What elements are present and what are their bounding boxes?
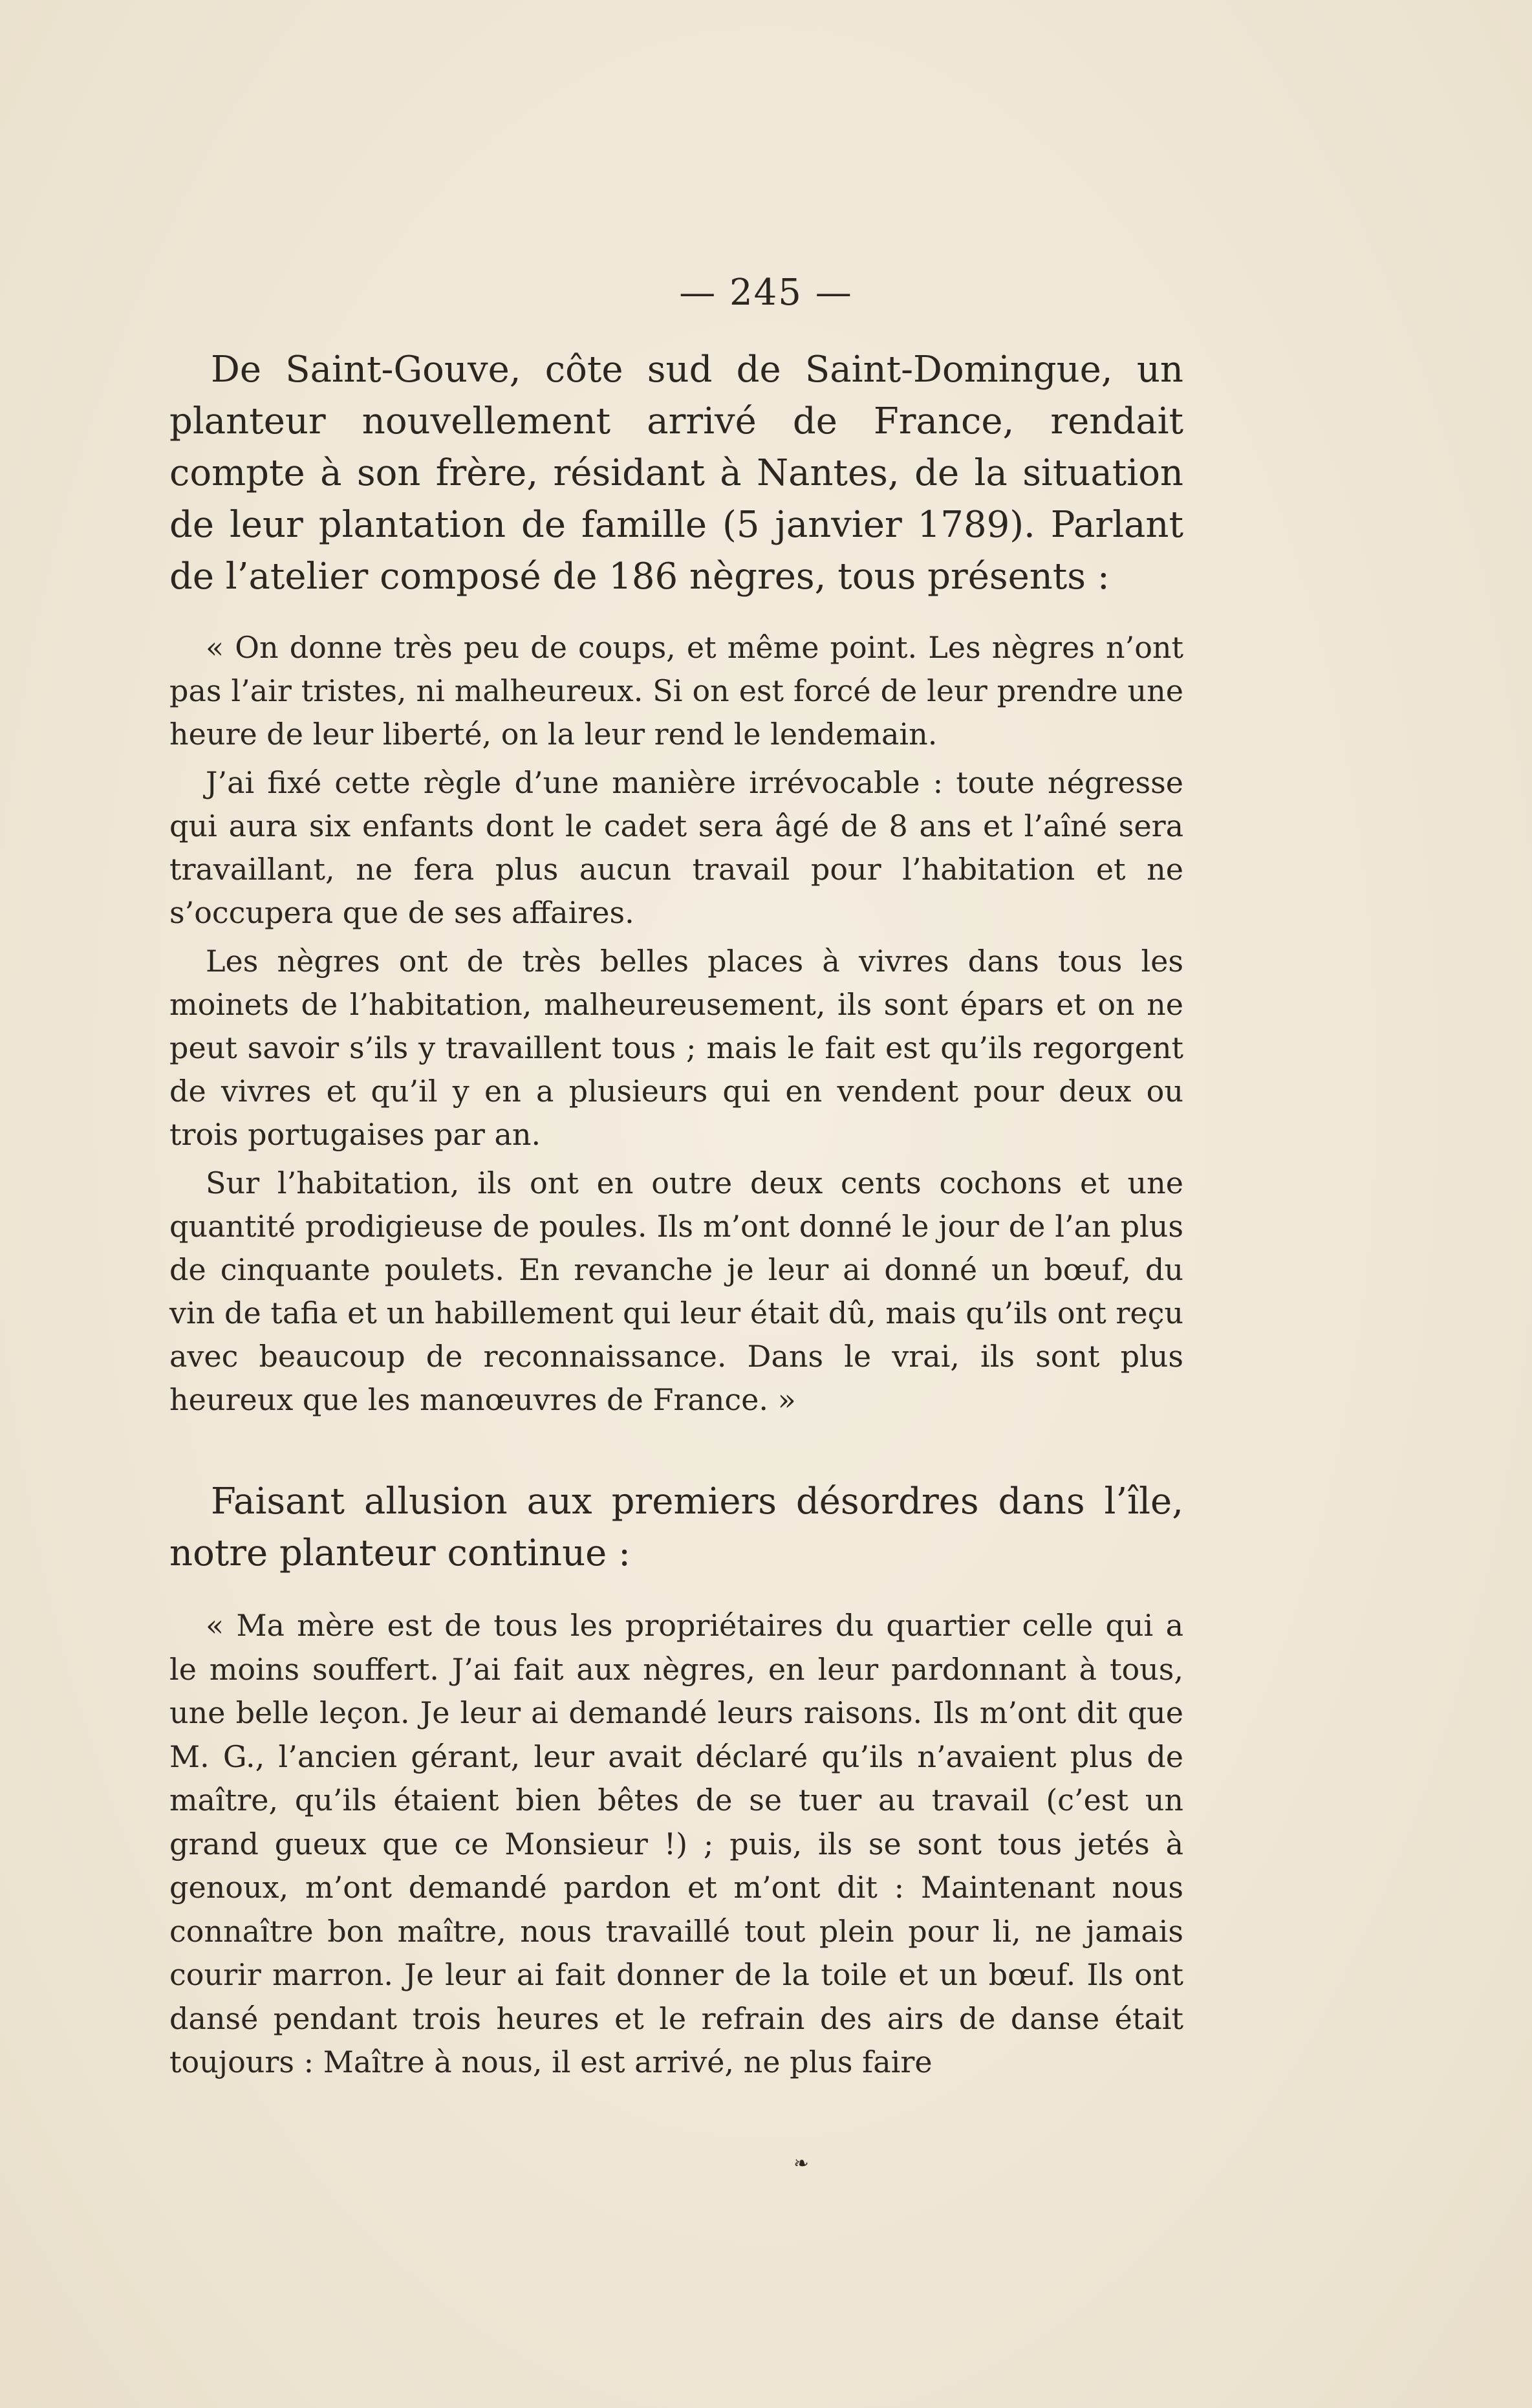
signature-mark-icon: ❧ xyxy=(793,2153,809,2174)
transition-paragraph: Faisant allusion aux premiers désordres dans l’île, notre planteur continue : xyxy=(169,1481,1183,1574)
quote-paragraph: « On donne très peu de coups, et même point. Les nègres n’ont pas l’air tristes, ni malheureux. Si on est forcé de leur prendre une heure de leur liberté, on la leur rend le lendemain. xyxy=(169,630,1183,752)
quote-paragraph: J’ai fixé cette règle d’une manière irrévocable : toute négresse qui aura six enfants dont le cadet sera âgé de 8 ans et l’aîné sera travaillant, ne fera plus aucun travail pour l’habitation et ne s’occupera que de ses affaires. xyxy=(169,765,1183,930)
quote-paragraph: Les nègres ont de très belles places à vivres dans tous les moinets de l’habitation, malheureusement, ils sont épars et on ne peut savoir s’ils y travaillent tous ; mais le fait est qu’ils regorgent de vivres et qu’il y en a plusieurs qui en vendent pour deux ou trois portugaises par an. xyxy=(169,944,1183,1152)
intro-paragraph: De Saint-Gouve, côte sud de Saint-Domingue, un planteur nouvellement arrivé de France, rendait compte à son frère, résidant à Nantes, de la situation de leur plantation de famille (5 janvier 1789). Parlant de l’atelier composé de 186 nègres, tous présents : xyxy=(169,349,1183,598)
quote-paragraph: « Ma mère est de tous les propriétaires du quartier celle qui a le moins souffert. J’ai fait aux nègres, en leur pardonnant à tous, une belle leçon. Je leur ai demandé leurs raisons. Ils m’ont dit que M. G., l’ancien gérant, leur avait déclaré qu’ils n’avaient plus de maître, qu’ils étaient bien bêtes de se tuer au travail (c’est un grand gueux que ce Monsieur !) ; puis, ils se sont tous jetés à genoux, m’ont demandé pardon et m’ont dit : Maintenant nous connaître bon maître, nous travaillé tout plein pour li, ne jamais courir marron. Je leur ai fait donner de la toile et un bœuf. Ils ont dansé pendant trois heures et le refrain des airs de danse était toujours : Maître à nous, il est arrivé, ne plus faire xyxy=(169,1608,1183,2079)
quote-paragraph: Sur l’habitation, ils ont en outre deux cents cochons et une quantité prodigieuse de poules. Ils m’ont donné le jour de l’an plus de cinquante poulets. En revanche je leur ai donné un bœuf, du vin de tafia et un habillement qui leur était dû, mais qu’ils ont reçu avec beaucoup de reconnaissance. Dans le vrai, ils sont plus heureux que les manœuvres de France. » xyxy=(169,1166,1183,1417)
page-number: — 245 — xyxy=(679,272,853,314)
quote-letter-part-2 xyxy=(169,1604,1183,2090)
quote-letter-part-1 xyxy=(169,626,1183,1427)
